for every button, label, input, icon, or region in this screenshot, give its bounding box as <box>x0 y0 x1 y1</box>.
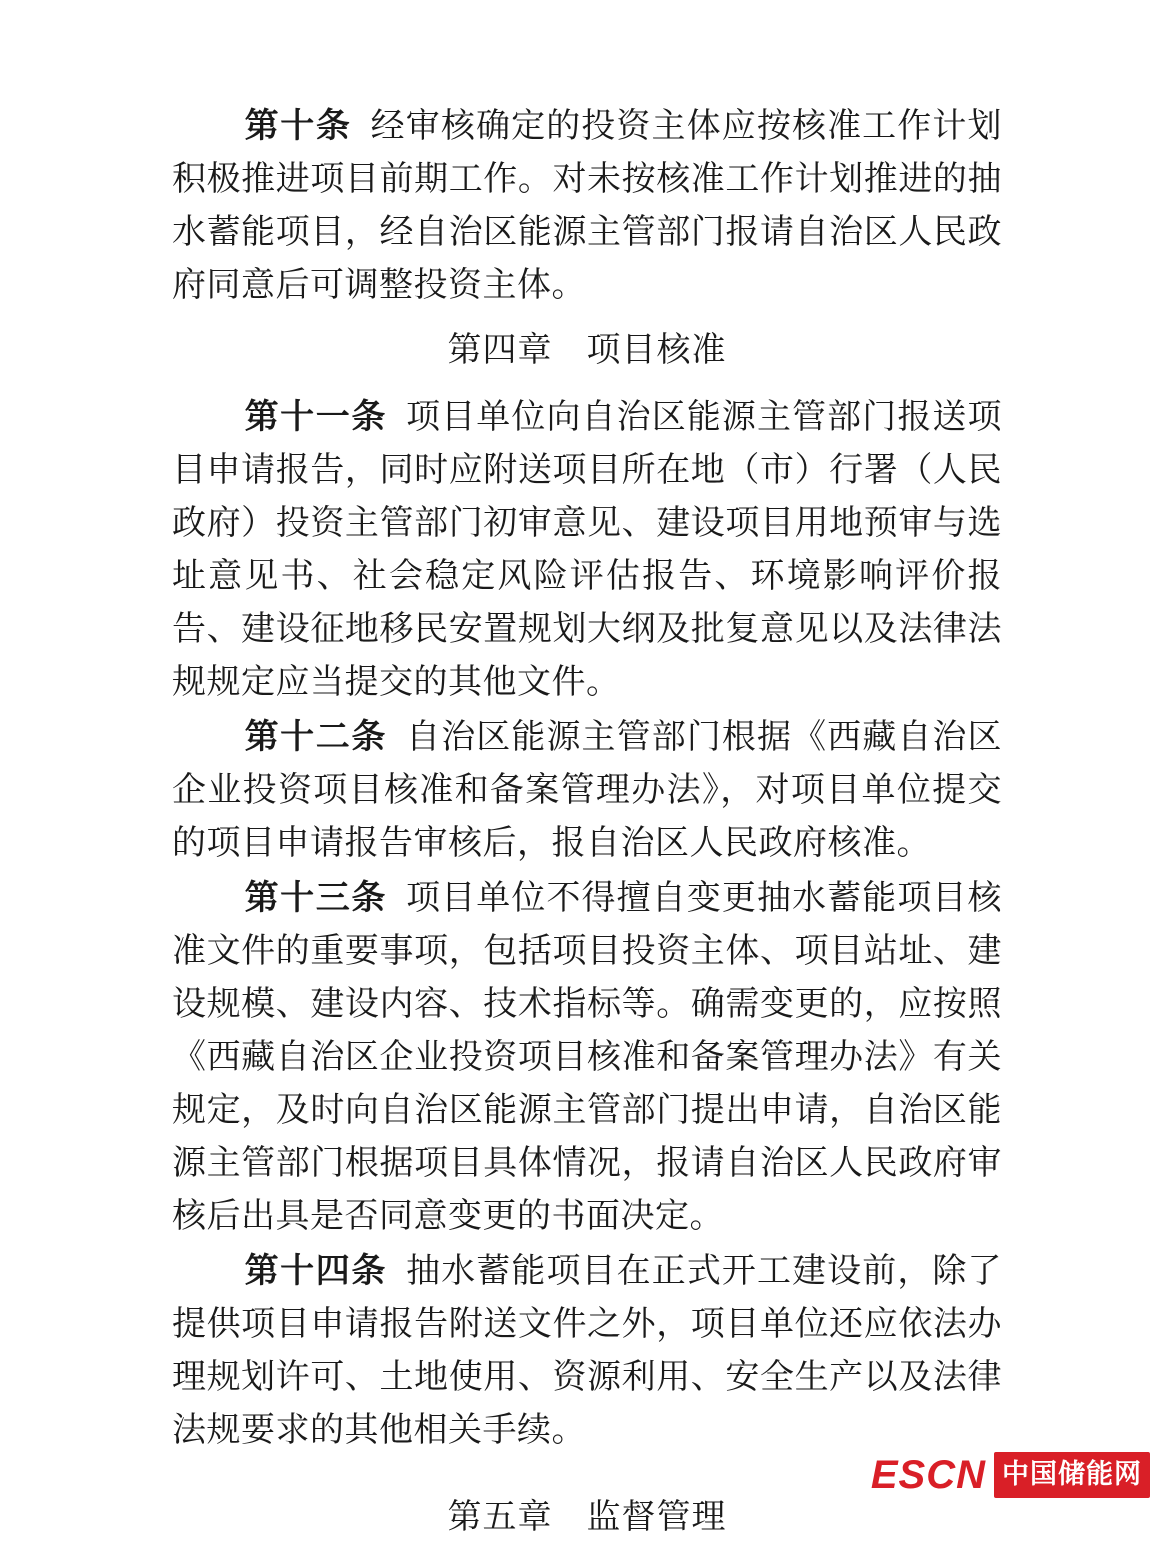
article-12-label: 第十二条 <box>244 719 387 756</box>
watermark-label: 中国储能网 <box>994 1452 1150 1498</box>
article-13-text: 项目单位不得擅自变更抽水蓄能项目核准文件的重要事项，包括项目投资主体、项目站址、建设规模、建设内容、技术指标等。确需变更的，应按照《西藏自治区企业投资项目核准和备案管理办法》有关规定，及时向自治区能源主管部门提出申请，自治区能源主管部门根据项目具体情况，报请自治区人民政府审核后出具是否同意变更的书面决定。 <box>172 880 1003 1235</box>
chapter-4-title: 项目核准 <box>586 332 727 369</box>
article-14 <box>172 1245 1002 1457</box>
article-14-label: 第十四条 <box>244 1253 387 1290</box>
article-14-text: 抽水蓄能项目在正式开工建设前，除了提供项目申请报告附送文件之外，项目单位还应依法办理规划许可、土地使用、资源利用、安全生产以及法律法规要求的其他相关手续。 <box>172 1253 1003 1449</box>
chapter-5-title: 监督管理 <box>586 1499 727 1536</box>
article-12-text: 自治区能源主管部门根据《西藏自治区企业投资项目核准和备案管理办法》，对项目单位提交的项目申请报告审核后，报自治区人民政府核准。 <box>172 719 1003 862</box>
chapter-5-number: 第五章 <box>447 1499 553 1536</box>
watermark <box>871 1448 1150 1502</box>
article-11-label: 第十一条 <box>244 399 387 436</box>
article-10-label: 第十条 <box>244 108 352 145</box>
article-12 <box>172 711 1002 870</box>
watermark-brand: ESCN <box>870 1453 986 1497</box>
article-11 <box>172 391 1002 709</box>
article-11-text: 项目单位向自治区能源主管部门报送项目申请报告，同时应附送项目所在地（市）行署（人民政府）投资主管部门初审意见、建设项目用地预审与选址意见书、社会稳定风险评估报告、环境影响评价报告、建设征地移民安置规划大纲及批复意见以及法律法规规定应当提交的其他文件。 <box>172 399 1003 701</box>
chapter-4-number: 第四章 <box>447 332 553 369</box>
article-10-text: 经审核确定的投资主体应按核准工作计划积极推进项目前期工作。对未按核准工作计划推进的抽水蓄能项目，经自治区能源主管部门报请自治区人民政府同意后可调整投资主体。 <box>172 108 1003 304</box>
article-10 <box>172 100 1002 312</box>
article-13 <box>172 872 1002 1243</box>
chapter-4-heading <box>172 324 1002 377</box>
article-13-label: 第十三条 <box>244 880 387 917</box>
